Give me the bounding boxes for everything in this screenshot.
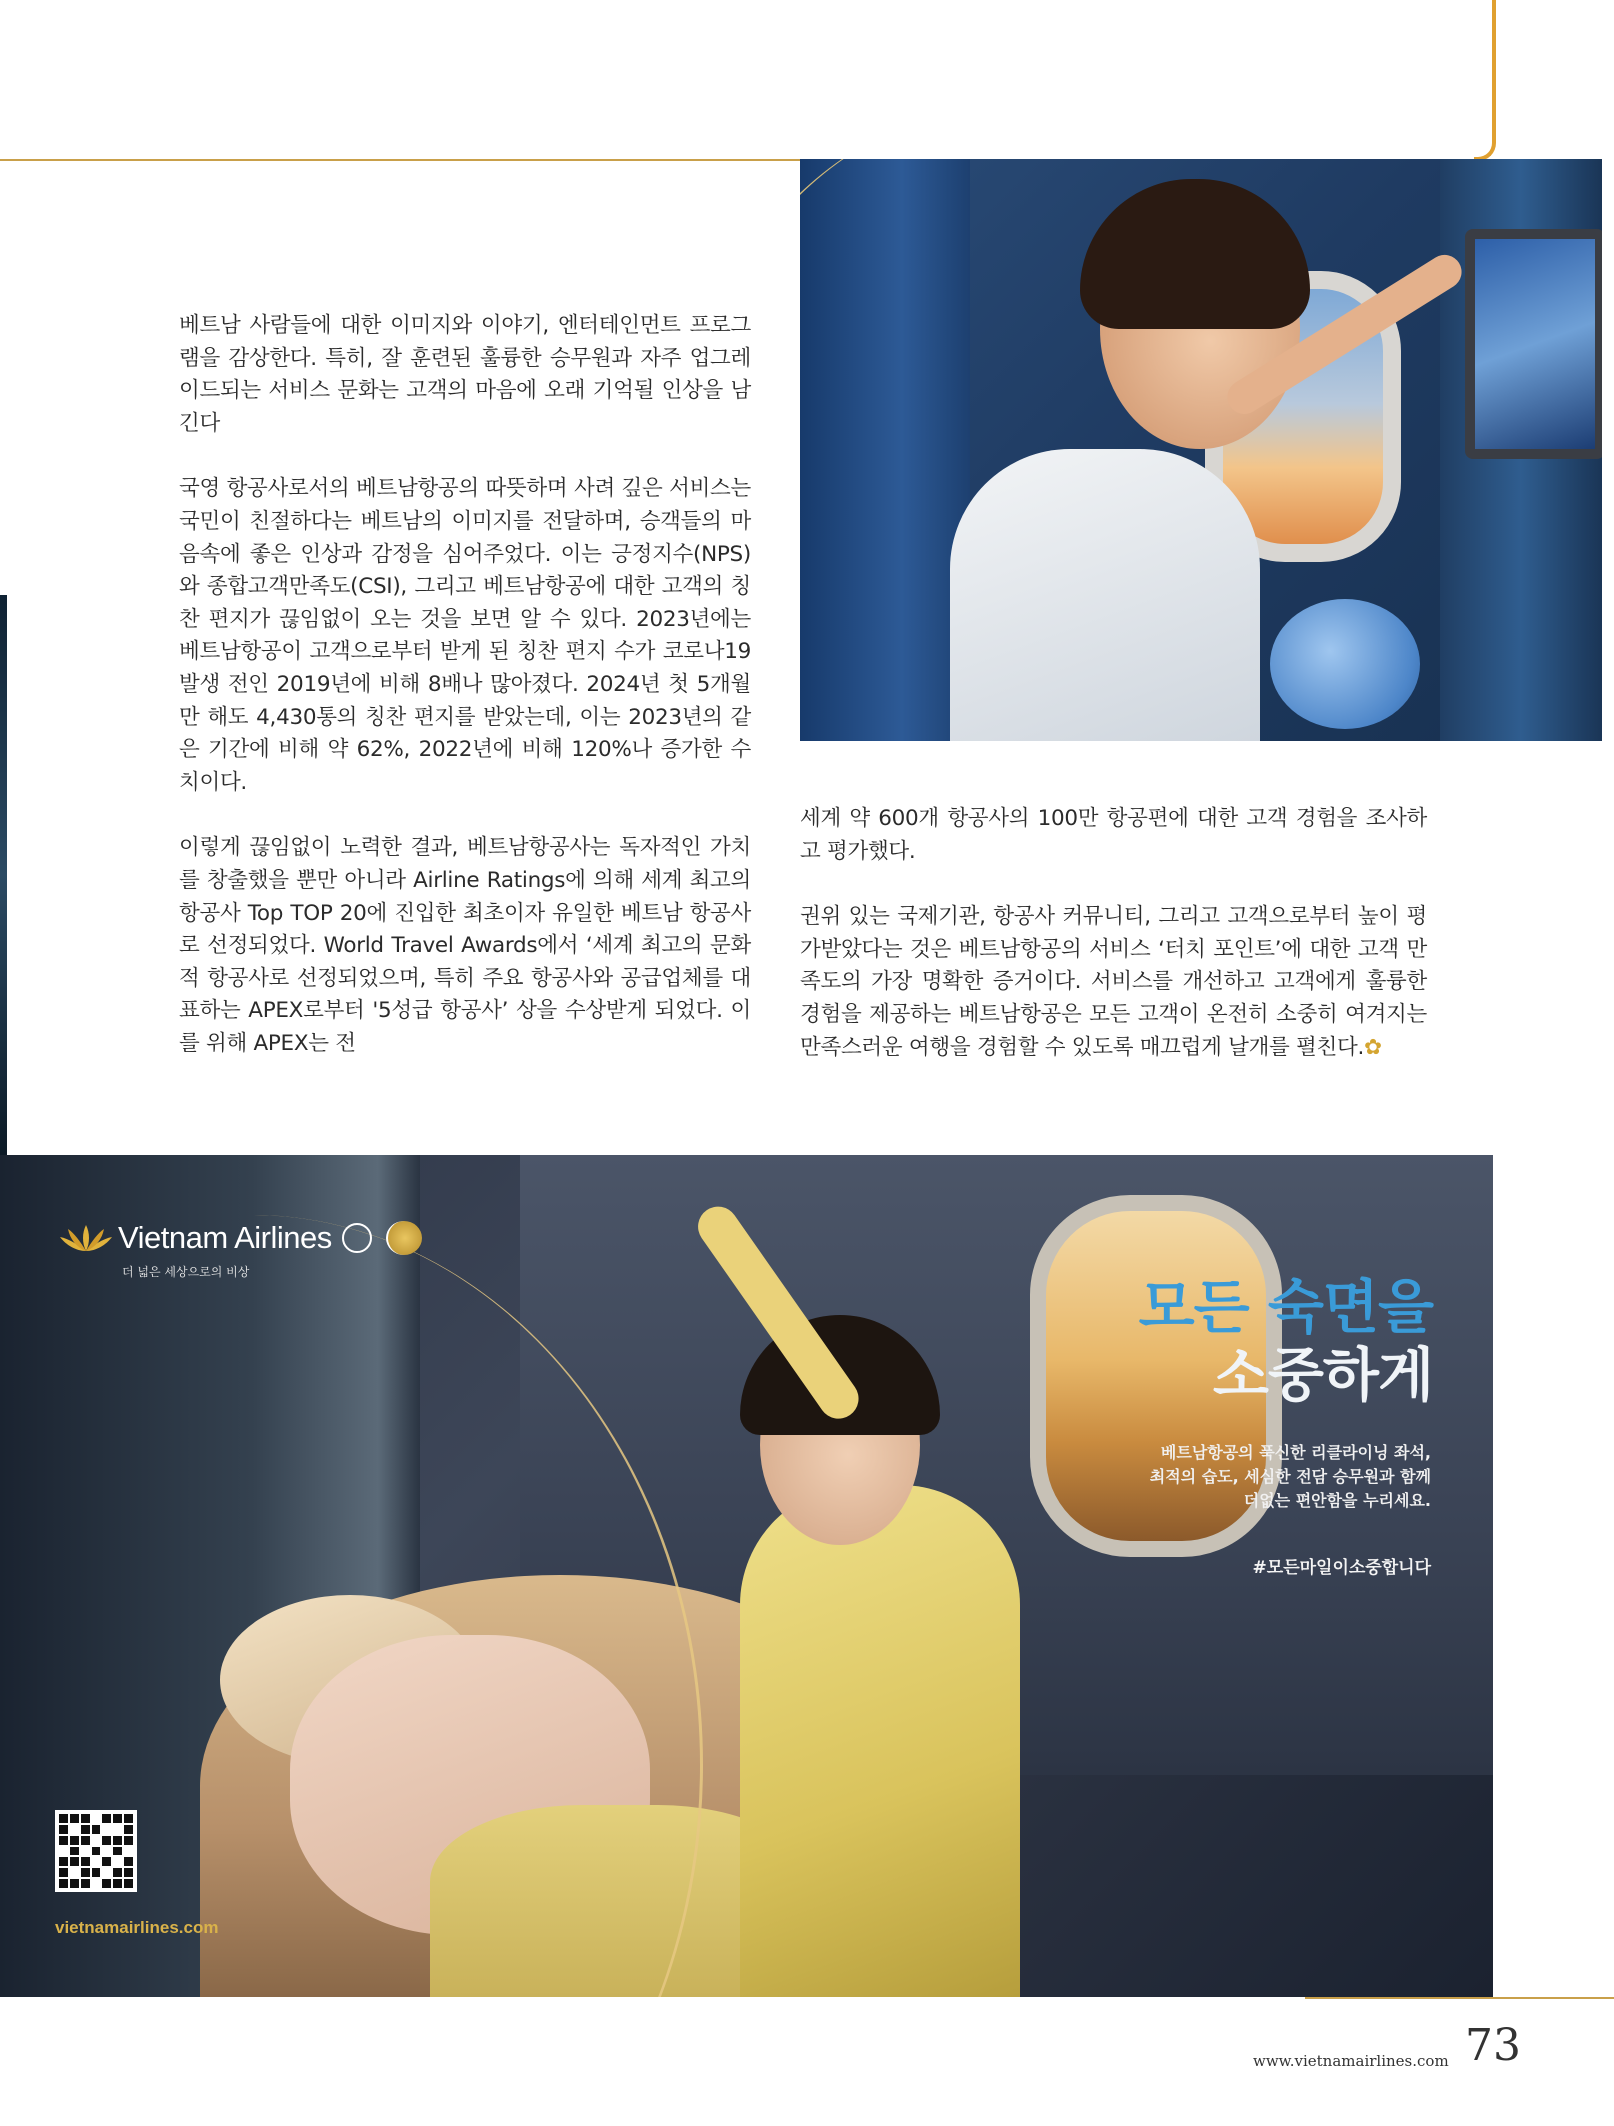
ad-url-link[interactable]: vietnamairlines.com [55, 1918, 219, 1937]
header-corner-frame [1474, 0, 1496, 161]
paragraph: 베트남 사람들에 대한 이미지와 이야기, 엔터테인먼트 프로그램을 감상한다. 특히, 잘 훈련된 훌륭한 승무원과 자주 업그레이드되는 서비스 문화는 고객의 마음에 오래 기억될 인상을 남긴다 [179, 313, 751, 436]
paragraph: 이렇게 끊임없이 노력한 결과, 베트남항공사는 독자적인 가치를 창출했을 뿐만 아니라 Airline Ratings에 의해 세계 최고의 항공사 Top TOP 20에 진입한 최초이자 유일한 베트남 항공사로 선정되었다. World Travel Awards에서 ‘세계 최고의 문화적 항공사로 선정되었으며, 특히 주요 항공사와 공급업체를 대표하는 APEX로부터 '5성급 항공사’ 상을 수상받게 되었다. 이를 위해 APEX는 전 [179, 835, 751, 1056]
ad-copy: 베트남항공의 푹신한 리클라이닝 좌석, 최적의 습도, 세심한 전담 승무원과 함께 더없는 편안함을 누리세요. [1149, 1443, 1431, 1510]
footer-rule [1305, 1997, 1614, 1999]
paragraph: 세계 약 600개 항공사의 100만 항공편에 대한 고객 경험을 조사하고 평가했다. [800, 806, 1427, 864]
girl-touchscreen-photo [800, 159, 1602, 741]
brand-name: Vietnam Airlines [118, 1220, 332, 1255]
lotus-logo-icon [58, 1223, 114, 1253]
paragraph: 권위 있는 국제기관, 항공사 커뮤니티, 그리고 고객으로부터 높이 평가받았다는 것은 베트남항공의 서비스 ‘터치 포인트’에 대한 고객 만족도의 가장 명확한 증거이다. 서비스를 개선하고 고객에게 훌륭한 경험을 제공하는 베트남항공은 모든 고객이 온전히 소중히 여겨지는 만족스러운 여행을 경험할 수 있도록 매끄럽게 날개를 펼친다.✿ [800, 904, 1427, 1060]
skyteam-icon [342, 1223, 372, 1253]
qr-code[interactable] [55, 1810, 137, 1892]
footer-url-link[interactable]: www.vietnamairlines.com [1253, 2052, 1449, 2070]
brand-logo [58, 1220, 422, 1256]
paragraph: 국영 항공사로서의 베트남항공의 따뜻하며 사려 깊은 서비스는 국민이 친절하다는 베트남의 이미지를 전달하며, 승객들의 마음속에 좋은 인상과 감정을 심어주었다. 이는 긍정지수(NPS)와 종합고객만족도(CSI), 그리고 베트남항공에 대한 고객의 칭찬 편지가 끊임없이 오는 것을 보면 알 수 있다. 2023년에는 베트남항공이 고객으로부터 받게 된 칭찬 편지 수가 코로나19 발생 전인 2019년에 비해 8배나 많아졌다. 2024년 첫 5개월만 해도 4,430통의 칭찬 편지를 받았는데, 이는 2023년의 같은 기간에 비해 약 62%, 2022년에 비해 120%나 증가한 수치이다. [179, 476, 751, 795]
flight-attendant [740, 1485, 1020, 1997]
ad-headline: 모든 숙면을 소중하게 [1138, 1273, 1433, 1409]
left-page-edge [0, 595, 7, 1155]
ad-hashtag: #모든마일이소중합니다 [1252, 1558, 1431, 1578]
page-number: 73 [1465, 2020, 1521, 2071]
article-column-left [179, 310, 751, 1093]
brand-tagline: 더 넓은 세상으로의 비상 [122, 1265, 250, 1279]
vietnam-airlines-ad [0, 1155, 1493, 1997]
award-seal-icon [386, 1221, 422, 1255]
article-column-right [800, 803, 1427, 1097]
seatback-screen [1465, 229, 1602, 459]
lotus-end-icon: ✿ [1364, 1034, 1382, 1060]
